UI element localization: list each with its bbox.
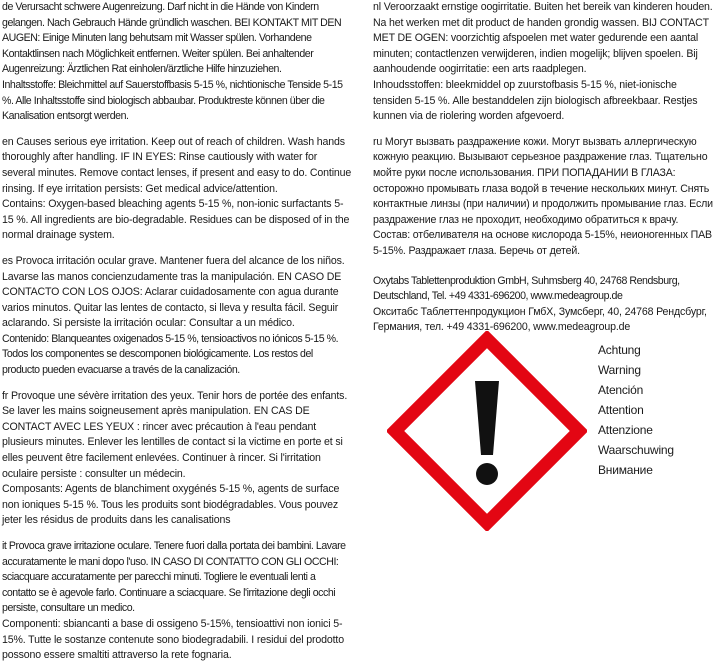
de-ingredients-text: Inhaltsstoffe: Bleichmittel auf Sauerstoffbasis 5-15 %, nichtionische Tenside 5-15 %. Alle Inhaltsstoffe sind biologisch abbaubar. Produktreste können über die Kanalisation entsorgt werden. xyxy=(2,78,343,123)
signal-word-fr: Attention xyxy=(598,403,644,417)
company-address-de: Oxytabs Tablettenproduktion GmbH, Suhmsberg 40, 24768 Rendsburg, Deutschland, Tel. +49 4331-696200, www.medeagroup.de xyxy=(373,274,680,303)
signal-word-de: Achtung xyxy=(598,343,641,357)
signal-word-it: Attenzione xyxy=(598,423,653,437)
de-warning-text: de Verursacht schwere Augenreizung. Darf nicht in die Hände von Kindern gelangen. Nach Gebrauch Hände gründlich waschen. BEI KONTAKT MIT DEN AUGEN: Einige Minuten lang behutsam mit Wasser spülen. Vorhandene Kontaktlinsen nach Möglichkeit entfernen. Weiter spülen. Bei anhaltender Augenreizung: Ärztlichen Rat einholen/ärztliche Hilfe hinzuziehen. xyxy=(2,1,342,76)
signal-word-nl: Waarschuwing xyxy=(598,443,674,457)
it-warning-text: it Provoca grave irritazione oculare. Tenere fuori dalla portata dei bambini. Lavare accuratamente le mani dopo l'uso. IN CASO DI CONTATTO CON GLI OCCHI: sciacquare accuratamente per parecchi minuti. Togliere le eventuali lenti a contatto se è agevole farlo. Continuare a sciacquare. Se l'irritazione degli occhi persiste, consultare un medico. xyxy=(2,540,346,615)
en-warning-text: en Causes serious eye irritation. Keep out of reach of children. Wash hands thoroughly after handling. IF IN EYES: Rinse cautiously with water for several minutes. Remove contact lenses, if present and easy to do. Continue rinsing. If eye irritation persists: Get medical advice/attention. xyxy=(2,135,352,195)
right-column xyxy=(373,0,717,336)
fr-warning-text: fr Provoque une sévère irritation des yeux. Tenir hors de portée des enfants. Se laver les mains soigneusement après manipulation. EN CAS DE CONTACT AVEC LES YEUX : rincer avec précaution à l'eau pendant plusieurs minutes. Enlever les lentilles de contact si la victime en porte et si elles peuvent être facilement enlevées. Continuer à rincer. Si l'irritation oculaire persiste : consulter un médecin. xyxy=(2,389,348,480)
left-column xyxy=(2,0,352,664)
signal-word-en: Warning xyxy=(598,363,641,377)
es-ingredients-text: Contenido: Blanqueantes oxigenados 5-15 %, tensioactivos no iónicos 5-15 %. Todos los componentes se descomponen biológicamente. Los restos del producto pueden evacuarse a través de la canalización. xyxy=(2,332,339,377)
es-warning-text: es Provoca irritación ocular grave. Mantener fuera del alcance de los niños. Lavarse las manos concienzudamente tras la manipulación. EN CASO DE CONTACTO CON LOS OJOS: Aclarar cuidadosamente con agua durante varios minutos. Quitar las lentes de contacto, si lleva y resulta fácil. Seguir aclarando. Si persiste la irritación ocular: Consultar a un médico. xyxy=(2,254,345,330)
ghs-exclamation-mark-icon xyxy=(387,331,587,531)
ru-warning-text: ru Могут вызвать раздражение кожи. Могут вызвать аллергическую кожную реакцию. Вызывают серьезное раздражение глаз. Тщательно мойте руки после использования. ПРИ ПОПАДАНИИ В ГЛАЗА: осторожно промывать глаза водой в течение нескольких минут. Снять контактные линзы (при наличии) и продолжить промывание глаз. Если раздражение глаз не проходит, необходимо обратиться к врачу. xyxy=(373,135,713,226)
fr-ingredients-text: Composants: Agents de blanchiment oxygénés 5-15 %, agents de surface non ioniques 5-15 %. Tous les produits sont biodégradables. Vous pouvez jeter les résidus de produits dans les canalisations xyxy=(2,483,340,527)
nl-ingredients-text: Inhoudsstoffen: bleekmiddel op zuurstofbasis 5-15 %, niet-ionische tensiden 5-15 %. Alle bestanddelen zijn biologisch afbreekbaar. Restjes kunnen via de riolering worden afgevoerd. xyxy=(373,78,698,123)
signal-word-list xyxy=(598,340,674,480)
company-address-ru: Окситабс Таблеттенпродукцион ГмбХ, Зумсберг, 40, 24768 Рендсбург, Германия, тел. +49 4331-696200, www.medeagroup.de xyxy=(373,305,707,334)
it-ingredients-text: Componenti: sbiancanti a base di ossigeno 5-15%, tensioattivi non ionici 5-15%. Tutte le sostanze contenute sono biodegradabili. I residui del prodotto possono essere smaltiti attraverso la rete fognaria. xyxy=(2,617,344,662)
signal-word-es: Atención xyxy=(598,383,644,397)
signal-word-ru: Внимание xyxy=(598,463,653,477)
ru-ingredients-text: Состав: отбеливателя на основе кислорода 5-15%, неионогенных ПАВ 5-15%. Раздражает глаза. Беречь от детей. xyxy=(373,229,712,257)
nl-warning-text: nl Veroorzaakt ernstige oogirritatie. Buiten het bereik van kinderen houden. Na het werken met dit product de handen grondig wassen. BIJ CONTACT MET DE OGEN: voorzichtig afspoelen met water gedurende een aantal minuten; contactlenzen verwijderen, indien mogelijk; blijven spoelen. Bij aanhoudende oogirritatie: een arts raadplegen. xyxy=(373,1,713,76)
en-ingredients-text: Contains: Oxygen-based bleaching agents 5-15 %, non-ionic surfactants 5-15 %. All ingredients are bio-degradable. Residues can be disposed of in the normal drainage system. xyxy=(2,198,350,242)
